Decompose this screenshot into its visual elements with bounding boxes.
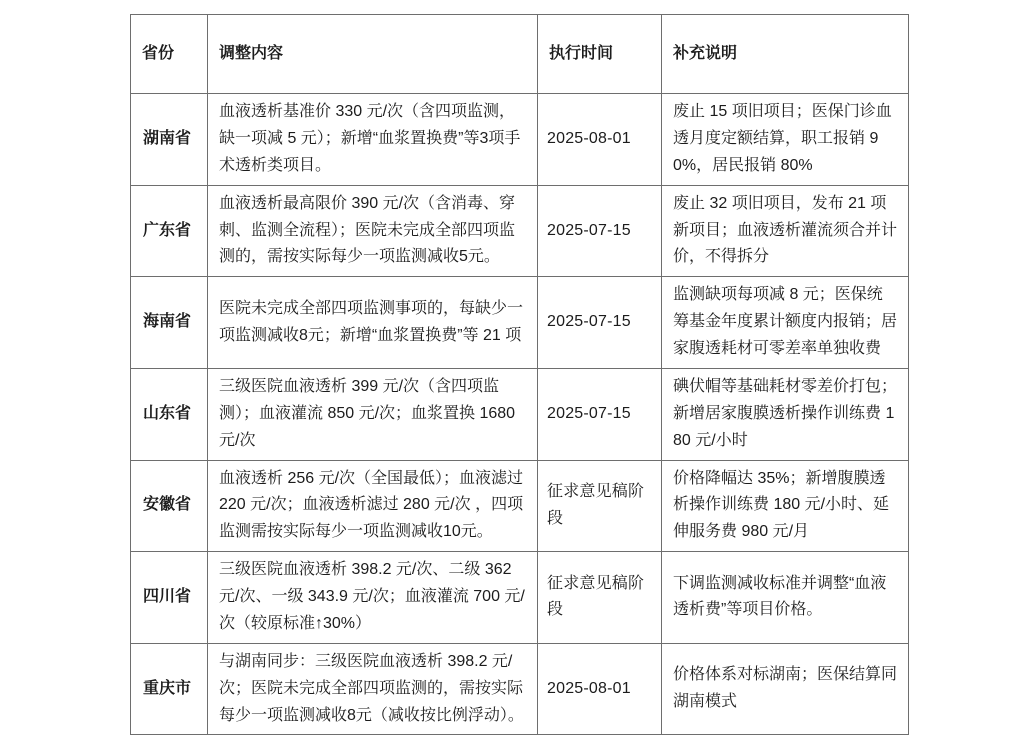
cell-province: 重庆市: [131, 643, 208, 735]
cell-adjustment-content: 与湖南同步：三级医院血液透析 398.2 元/次；医院未完成全部四项监测的，需按实际每少一项监测减收8元（减收按比例浮动）。: [208, 643, 538, 735]
table-row-shandong: [131, 368, 909, 460]
cell-supplementary-notes: 废止 15 项旧项目；医保门诊血透月度定额结算，职工报销 90%，居民报销 80%: [662, 94, 909, 186]
cell-adjustment-content: 血液透析最高限价 390 元/次（含消毒、穿刺、监测全流程）；医院未完成全部四项监测的，需按实际每少一项监测减收5元。: [208, 185, 538, 277]
table-row-sichuan: [131, 552, 909, 644]
cell-province: 安徽省: [131, 460, 208, 552]
cell-adjustment-content: 三级医院血液透析 399 元/次（含四项监测）；血液灌流 850 元/次；血浆置换 1680 元/次: [208, 368, 538, 460]
cell-adjustment-content: 血液透析基准价 330 元/次（含四项监测，缺一项减 5 元）；新增“血浆置换费”等3项手术透析类项目。: [208, 94, 538, 186]
column-header-province: 省份: [131, 15, 208, 94]
cell-effective-time: 2025-08-01: [538, 643, 662, 735]
cell-supplementary-notes: 废止 32 项旧项目，发布 21 项新项目；血液透析灌流须合并计价，不得拆分: [662, 185, 909, 277]
cell-province: 广东省: [131, 185, 208, 277]
cell-adjustment-content: 三级医院血液透析 398.2 元/次、二级 362 元/次、一级 343.9 元/次；血液灌流 700 元/次（较原标准↑30%）: [208, 552, 538, 644]
cell-supplementary-notes: 价格体系对标湖南；医保结算同湖南模式: [662, 643, 909, 735]
cell-effective-time: 2025-08-01: [538, 94, 662, 186]
cell-province: 四川省: [131, 552, 208, 644]
cell-province: 海南省: [131, 277, 208, 369]
cell-province: 湖南省: [131, 94, 208, 186]
table-row-chongqing: [131, 643, 909, 735]
cell-effective-time: 2025-07-15: [538, 277, 662, 369]
cell-supplementary-notes: 碘伏帽等基础耗材零差价打包；新增居家腹膜透析操作训练费 180 元/小时: [662, 368, 909, 460]
table-row-anhui: [131, 460, 909, 552]
cell-province: 山东省: [131, 368, 208, 460]
cell-effective-time: 2025-07-15: [538, 368, 662, 460]
cell-adjustment-content: 医院未完成全部四项监测事项的，每缺少一项监测减收8元；新增“血浆置换费”等 21 项: [208, 277, 538, 369]
cell-effective-time: 征求意见稿阶段: [538, 460, 662, 552]
cell-supplementary-notes: 下调监测减收标准并调整“血液透析费”等项目价格。: [662, 552, 909, 644]
column-header-time: 执行时间: [538, 15, 662, 94]
cell-effective-time: 征求意见稿阶段: [538, 552, 662, 644]
column-header-content: 调整内容: [208, 15, 538, 94]
dialysis-price-policy-table: [130, 14, 909, 735]
table-row-hunan: [131, 94, 909, 186]
table-container: [130, 14, 908, 735]
header-row: [131, 15, 909, 94]
table-row-hainan: [131, 277, 909, 369]
cell-effective-time: 2025-07-15: [538, 185, 662, 277]
column-header-notes: 补充说明: [662, 15, 909, 94]
cell-supplementary-notes: 价格降幅达 35%；新增腹膜透析操作训练费 180 元/小时、延伸服务费 980 元/月: [662, 460, 909, 552]
cell-adjustment-content: 血液透析 256 元/次（全国最低）；血液滤过 220 元/次；血液透析滤过 280 元/次 ，四项监测需按实际每少一项监测减收10元。: [208, 460, 538, 552]
table-row-guangdong: [131, 185, 909, 277]
cell-supplementary-notes: 监测缺项每项减 8 元；医保统筹基金年度累计额度内报销；居家腹透耗材可零差率单独收费: [662, 277, 909, 369]
